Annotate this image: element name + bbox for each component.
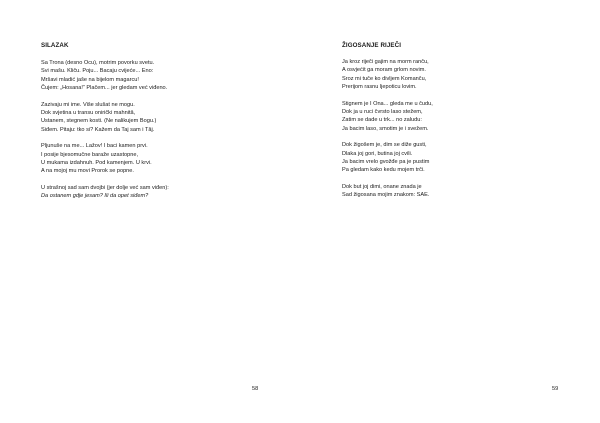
poem-line: Dok ja u ruci čvrsto laso stežem, <box>342 108 423 115</box>
stanza <box>41 59 169 92</box>
poem-line: Ustanem, stegnem kosti. (Ne nalikujem Bogu.) <box>41 118 157 125</box>
stanza <box>342 141 433 174</box>
stanza <box>41 101 169 134</box>
poem-line: Da ostanem gdje jesam? Ili da opet siđem? <box>41 193 149 200</box>
poem-line: Sa Trona (desno Ocu), motrim povorku svetu. <box>41 60 155 66</box>
stanza <box>41 184 169 201</box>
poem-title: SILAZAK <box>41 42 69 49</box>
poem-line: Zazivaju mi ime. Više slušat ne mogu. <box>41 101 135 108</box>
poem-line: Zatim se dade u trk... no zaludu: <box>342 117 422 124</box>
poem-line: Siđem. Pitaju: tko si? Kažem da Taj sam i Tâj. <box>41 126 155 133</box>
poem-line: Pa gledam kako kedu mojem trči. <box>342 167 425 174</box>
right-page <box>300 0 600 423</box>
poem-line: Mršavi mladić jaše na bijelom magarcu! <box>41 76 139 83</box>
poem-line: Dlaka joj gori, butina joj cvili. <box>342 150 413 157</box>
poem-line: Dok žigošem je, dim se diže gusti, <box>342 142 427 149</box>
poem-line: Svi mašu. Kliču. Poju... Bacaju cvijeće... Eno: <box>41 68 154 75</box>
poem-line: A osvjećit ga moram grlom novim. <box>342 67 426 74</box>
poem-title: ŽIGOSANJE RIJEČI <box>342 42 402 49</box>
poem-body <box>342 58 433 208</box>
poem-line: Čujem: „Hosana!“ Plačem... jer gledam već viđeno. <box>41 84 168 91</box>
poem-line: Ja kroz riječi gajim na morm ranču, <box>342 59 429 65</box>
poem-line: Prerijom rasnu ljepoticu lovim. <box>342 83 417 90</box>
stanza <box>41 142 169 175</box>
stanza <box>342 58 433 91</box>
poem-line: U mukama izdahnuh. Pod kamenjem. U krvi. <box>41 159 152 166</box>
poem-line: Dok svjetina u transu onirički mahnitâ, <box>41 109 136 116</box>
poem-line: I posije bjesomučne baraže uzastopne, <box>41 151 139 158</box>
stanza <box>342 183 433 200</box>
poem-line: A na mojoj mu movi Prorok se popne. <box>41 168 134 175</box>
poem-line: Ja bacim laso, smotim je i svežem. <box>342 125 429 132</box>
poem-body <box>41 59 169 209</box>
poem-line: Stignem je I Ona... gleda me u čudu, <box>342 100 433 107</box>
page-number: 58 <box>252 386 259 392</box>
poem-line: Dok but joj dimi, onane znada je <box>342 184 422 191</box>
stanza <box>342 100 433 133</box>
page-number: 59 <box>552 386 559 392</box>
poem-line: U strašnoj sad sam dvojbi (jer dolje već sam viđen): <box>41 185 169 192</box>
poem-line: Sroz mi tuče ko divljem Komanču, <box>342 75 427 82</box>
poem-line: Ja bacim vrelo gvožđe pa je pustim <box>342 158 430 165</box>
poem-line: Pljunuše na me... Lažov! I baci kamen prvi. <box>41 143 148 150</box>
poem-line: Sad žigosana mojim znakom: SAE. <box>342 192 430 199</box>
